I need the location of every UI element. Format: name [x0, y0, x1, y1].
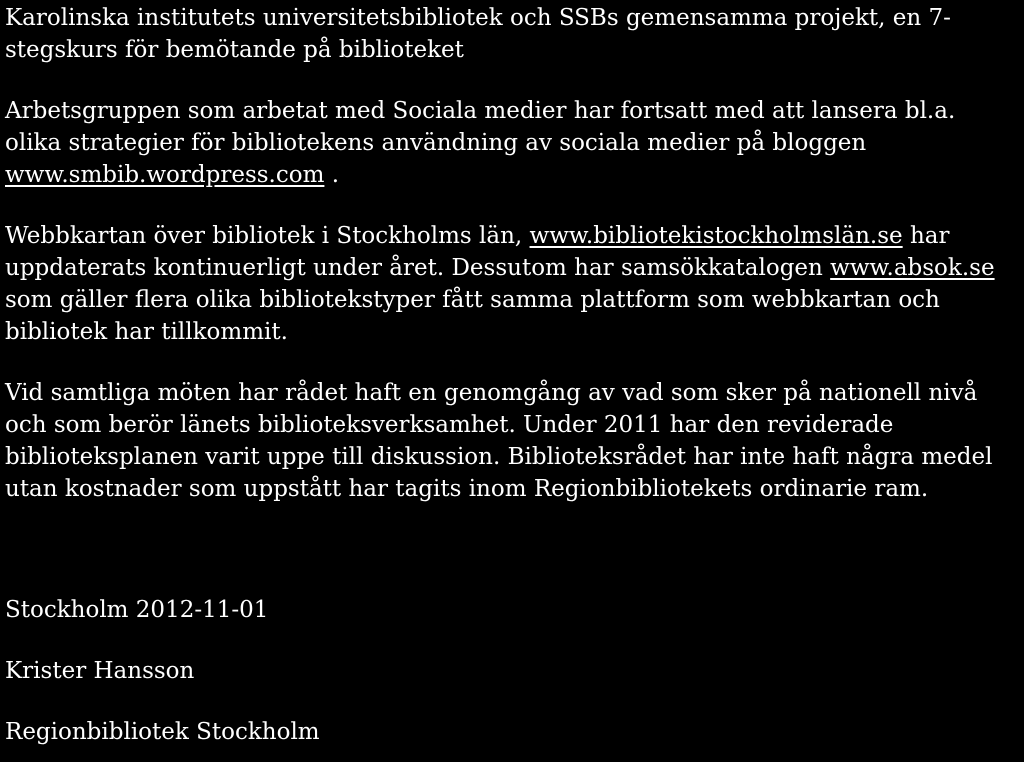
paragraph-course: Karolinska institutets universitetsbibliotek och SSBs gemensamma projekt, en 7-stegskurs för bemötande på biblioteket — [5, 5, 951, 63]
paragraph-webmap-middle: har uppdaterats kontinuerligt under året. Dessutom har samsökkatalogen — [5, 223, 950, 281]
smbib-blog-link[interactable]: www.smbib.wordpress.com — [5, 162, 325, 188]
paragraph-social-media — [5, 95, 1015, 191]
signature-name: Krister Hansson — [5, 658, 195, 684]
paragraph-webmap-text: Webbkartan över bibliotek i Stockholms län, — [5, 223, 530, 249]
signature-place-date: Stockholm 2012-11-01 — [5, 597, 269, 623]
paragraph-social-media-end: . — [324, 162, 340, 188]
signature-organization: Regionbibliotek Stockholm — [5, 719, 320, 745]
paragraph-webmap — [5, 220, 1015, 348]
absok-link[interactable]: www.absok.se — [830, 255, 995, 281]
document-page — [5, 2, 1015, 748]
paragraph-social-media-text: Arbetsgruppen som arbetat med Sociala medier har fortsatt med att lansera bl.a. olika strategier för bibliotekens användning av sociala medier på bloggen — [5, 98, 956, 156]
paragraph-meetings: Vid samtliga möten har rådet haft en genomgång av vad som sker på nationell nivå och som berör länets biblioteksverksamhet. Under 2011 har den reviderade biblioteksplanen varit uppe till diskussion. Biblioteksrådet har inte haft några medel utan kostnader som uppstått har tagits inom Regionbibliotekets ordinarie ram. — [5, 380, 993, 502]
paragraph-webmap-end: som gäller flera olika bibliotekstyper fått samma plattform som webbkartan och bibliotek har tillkommit. — [5, 287, 940, 345]
bibliotek-stockholm-link[interactable]: www.bibliotekistockholmslän.se — [529, 223, 903, 249]
